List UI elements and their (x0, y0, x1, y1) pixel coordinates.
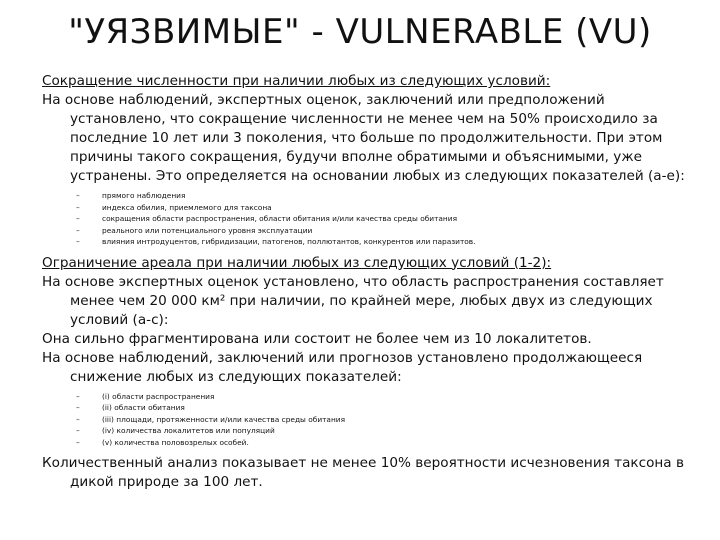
list-item-text: индекса обилия, приемлемого для таксона (102, 202, 272, 212)
dash-bullet: – (76, 225, 80, 235)
slide-body (42, 72, 692, 492)
list-item (42, 202, 692, 214)
section-b-paragraph-1: На основе экспертных оценок установлено, что область распространения составляет менее чем 20 000 км² при наличии, по крайней мере, любых двух из следующих условий (а-с): (42, 273, 664, 328)
list-item-text: сокращения области распространения, области обитания и/или качества среды обитания (102, 214, 458, 223)
dash-bullet: – (76, 403, 80, 412)
dash-bullet: – (76, 426, 80, 435)
list-item-text: реального или потенциального уровня эксплуатации (102, 225, 313, 235)
section-b-heading: Ограничение ареала при наличии любых из следующих условий (1-2): (42, 254, 552, 271)
list-item (42, 190, 692, 202)
list-item-text: (i) области распространения (102, 391, 215, 401)
list-item (42, 213, 692, 225)
list-item (42, 225, 692, 237)
list-item-text: (iv) количества локалитетов или популяций (102, 426, 275, 435)
section-a-list (42, 190, 692, 248)
dash-bullet: – (76, 237, 80, 246)
section-b-list (42, 391, 692, 449)
dash-bullet: – (76, 391, 80, 401)
dash-bullet: – (76, 414, 80, 424)
dash-bullet: – (76, 437, 80, 447)
list-item (42, 236, 692, 248)
section-b-paragraph-2: Она сильно фрагментирована или состоит не более чем из 10 локалитетов. (42, 330, 592, 347)
list-item-text: (v) количества половозрелых особей. (102, 437, 249, 447)
list-item (42, 402, 692, 414)
list-item (42, 437, 692, 449)
list-item (42, 425, 692, 437)
list-item-text: (iii) площади, протяженности и/или качества среды обитания (102, 414, 346, 424)
section-c-paragraph: Количественный анализ показывает не менее 10% вероятности исчезновения таксона в дикой природе за 100 лет. (42, 455, 684, 490)
list-item-text: прямого наблюдения (102, 191, 186, 200)
dash-bullet: – (76, 202, 80, 212)
list-item-text: (ii) области обитания (102, 403, 185, 412)
list-item-text: влияния интродуцентов, гибридизации, патогенов, поллютантов, конкурентов или паразитов. (102, 237, 476, 246)
dash-bullet: – (76, 191, 80, 200)
section-a-heading: Сокращение численности при наличии любых из следующих условий: (42, 73, 551, 89)
section-b-paragraph-3: На основе наблюдений, заключений или прогнозов установлено продолжающееся снижение любых из следующих показателей: (42, 349, 643, 385)
list-item (42, 391, 692, 403)
list-item (42, 414, 692, 426)
section-a-paragraph: На основе наблюдений, экспертных оценок, заключений или предположений установлено, что сокращение численности не менее чем на 50% происходило за последние 10 лет или 3 поколения, что больше по продолжительности. При этом причины такого сокращения, будучи вполне обратимыми и объяснимыми, уже устранены. Это определяется на основании любых из следующих показателей (а-е): (42, 92, 685, 184)
slide-title: "УЯЗВИМЫЕ" - VULNERABLE (VU) (68, 12, 652, 52)
dash-bullet: – (76, 214, 80, 223)
